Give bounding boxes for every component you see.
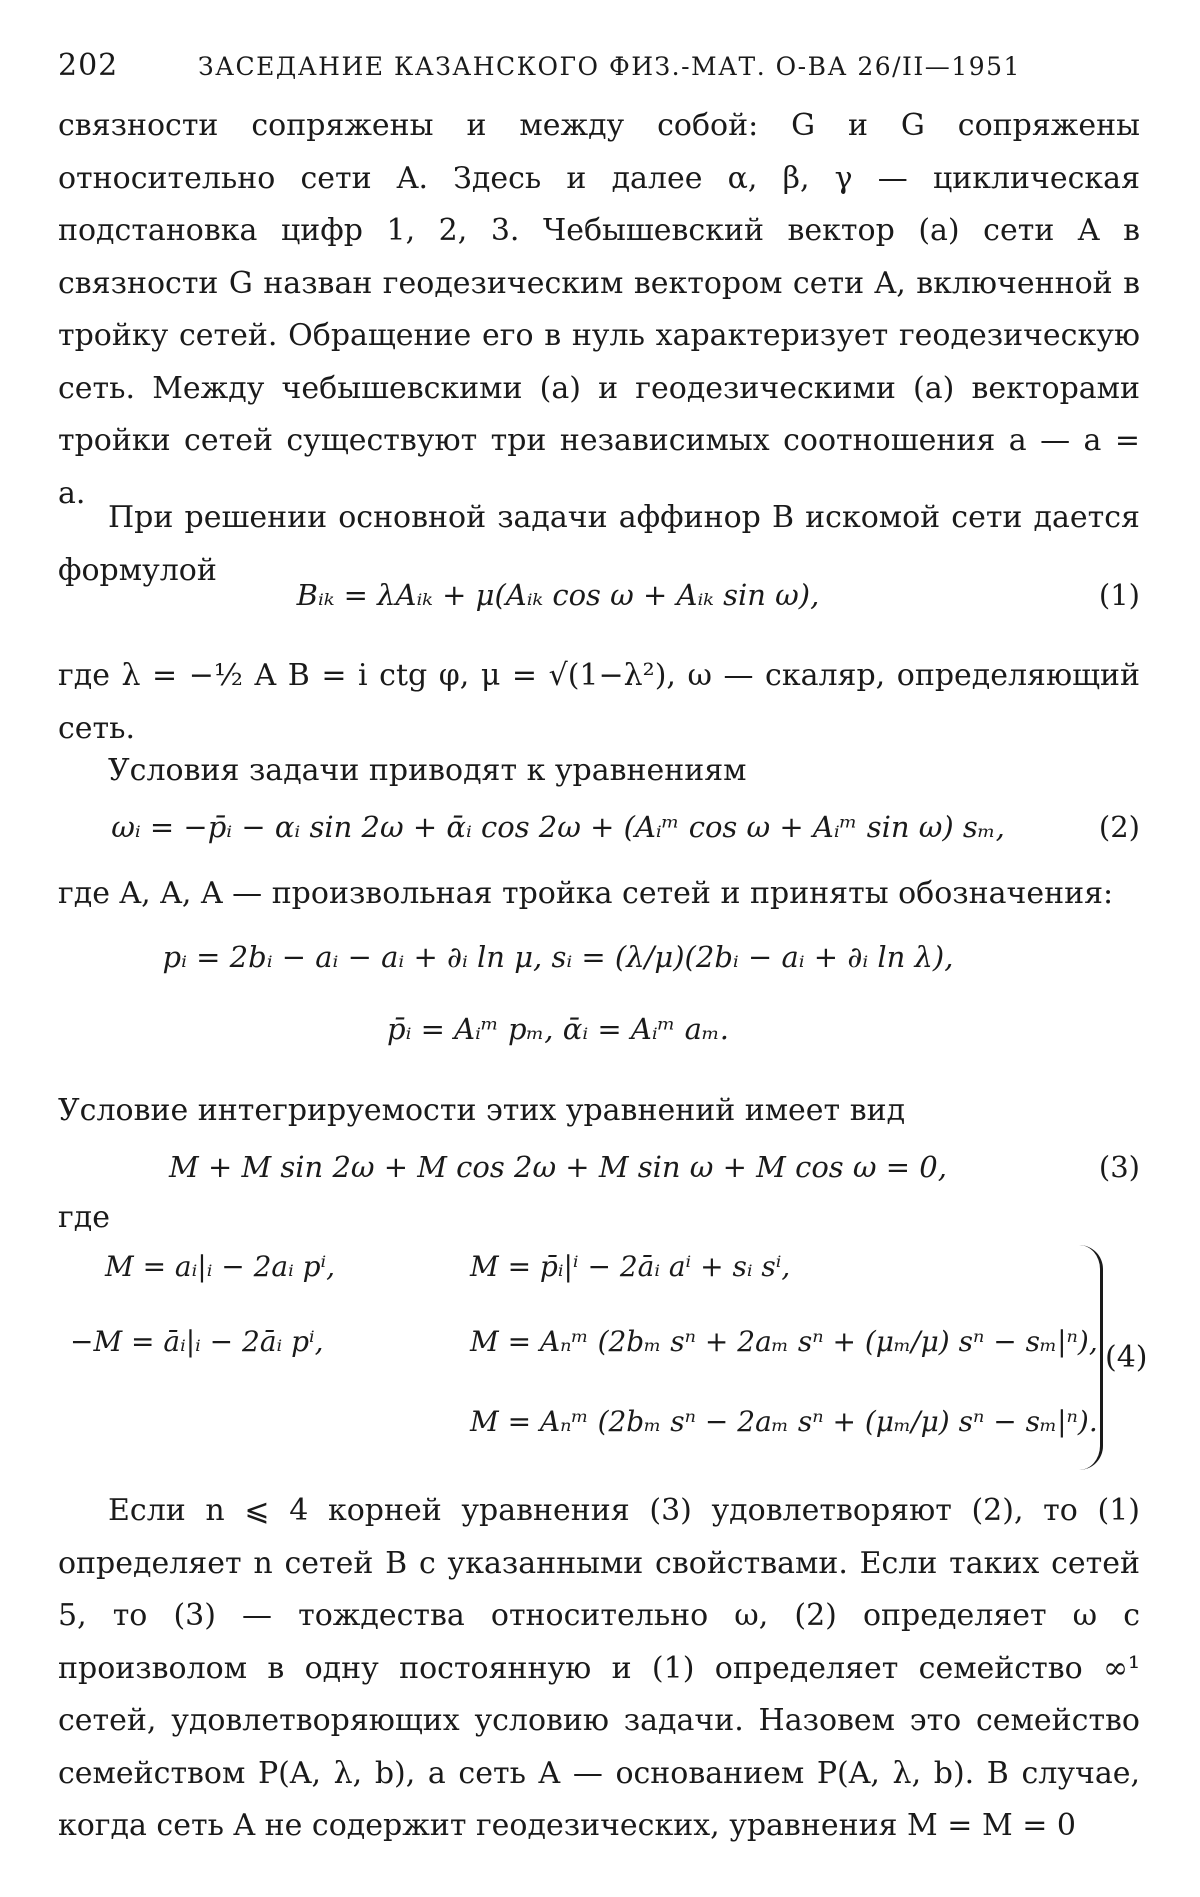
system-right-row-3: M = Aₙᵐ (2bₘ sⁿ − 2aₘ sⁿ + (μₘ/μ) sⁿ − sₘ|ⁿ). [470, 1405, 1098, 1438]
equation-3 [58, 1150, 1140, 1200]
right-brace [1078, 1245, 1103, 1470]
equation-p-body: pᵢ = 2bᵢ − aᵢ − aᵢ + ∂ᵢ ln μ, sᵢ = (λ/μ)(2bᵢ − aᵢ + ∂ᵢ ln λ), [162, 940, 954, 974]
system-4-number: (4) [1105, 1340, 1148, 1375]
paragraph-3-text: где λ = −½ A B = i ctg φ, μ = √(1−λ²), ω — скаляр, определяющий сеть. [58, 658, 1140, 746]
equation-1-number: (1) [1098, 578, 1140, 612]
system-left-row-2: −M = āᵢ|ᵢ − 2āᵢ pⁱ, [70, 1325, 324, 1358]
paragraph-5 [58, 868, 1140, 921]
paragraph-2-text: При решении основной задачи аффинор B искомой сети дается формулой [58, 500, 1140, 588]
system-right-row-1: M = p̄ᵢ|ⁱ − 2āᵢ aⁱ + sᵢ sⁱ, [470, 1250, 791, 1283]
paragraph-1-text: связности сопряжены и между собой: G и G сопряжены относительно сети A. Здесь и далее α, β, γ — циклическая подстановка цифр 1, 2, 3. Чебышевский вектор (a) сети A в связности G назван геодезическим вектором сети A, включенной в тройку сетей. Обращение его в нуль характеризует геодезическую сеть. Между чебышевскими (a) и геодезическими (a) векторами тройки сетей существуют три независимых соотношения a — a = a. [58, 108, 1140, 511]
paragraph-8 [58, 1485, 1140, 1853]
equation-2-body: ωᵢ = −p̄ᵢ − αᵢ sin 2ω + ᾱᵢ cos 2ω + (Aᵢᵐ cos ω + Aᵢᵐ sin ω) sₘ, [111, 810, 1005, 844]
equation-2-number: (2) [1098, 810, 1140, 844]
equation-2 [58, 810, 1140, 860]
paragraph-1 [58, 100, 1140, 520]
equation-pbar [58, 1012, 1140, 1062]
equation-3-number: (3) [1098, 1150, 1140, 1184]
system-right-row-2: M = Aₙᵐ (2bₘ sⁿ + 2aₘ sⁿ + (μₘ/μ) sⁿ − sₘ|ⁿ), [470, 1325, 1098, 1358]
paragraph-6 [58, 1085, 1140, 1138]
paragraph-4-text: Условия задачи приводят к уравнениям [108, 753, 747, 788]
paragraph-4 [58, 745, 1140, 798]
equation-pbar-body: p̄ᵢ = Aᵢᵐ pₘ, ᾱᵢ = Aᵢᵐ aₘ. [387, 1012, 729, 1046]
paragraph-6-text: Условие интегрируемости этих уравнений имеет вид [58, 1093, 906, 1128]
equation-1-body: Bᵢₖ = λAᵢₖ + μ(Aᵢₖ cos ω + Aᵢₖ sin ω), [296, 578, 820, 612]
equation-p [58, 940, 1140, 990]
equation-3-body: M + M sin 2ω + M cos 2ω + M sin ω + M cos ω = 0, [169, 1150, 947, 1184]
paragraph-5-text: где A, A, A — произвольная тройка сетей и приняты обозначения: [58, 876, 1114, 911]
system-left-row-1: M = aᵢ|ᵢ − 2aᵢ pⁱ, [105, 1250, 336, 1283]
where-label: где [58, 1200, 110, 1235]
equation-1 [58, 578, 1140, 628]
running-title: ЗАСЕДАНИЕ КАЗАНСКОГО ФИЗ.-МАТ. О-ВА 26/II—1951 [198, 52, 1021, 81]
paragraph-8-text: Если n ⩽ 4 корней уравнения (3) удовлетворяют (2), то (1) определяет n сетей B с указанными свойствами. Если таких сетей 5, то (3) — тождества относительно ω, (2) определяет ω с произволом в одну постоянную и (1) определяет семейство ∞¹ сетей, удовлетворяющих условию задачи. Назовем это семейство семейством P(A, λ, b), а сеть A — основанием P(A, λ, b). В случае, когда сеть A не содержит геодезических, уравнения M = M = 0 [58, 1493, 1140, 1843]
page-number: 202 [58, 48, 119, 83]
paragraph-3 [58, 650, 1140, 755]
